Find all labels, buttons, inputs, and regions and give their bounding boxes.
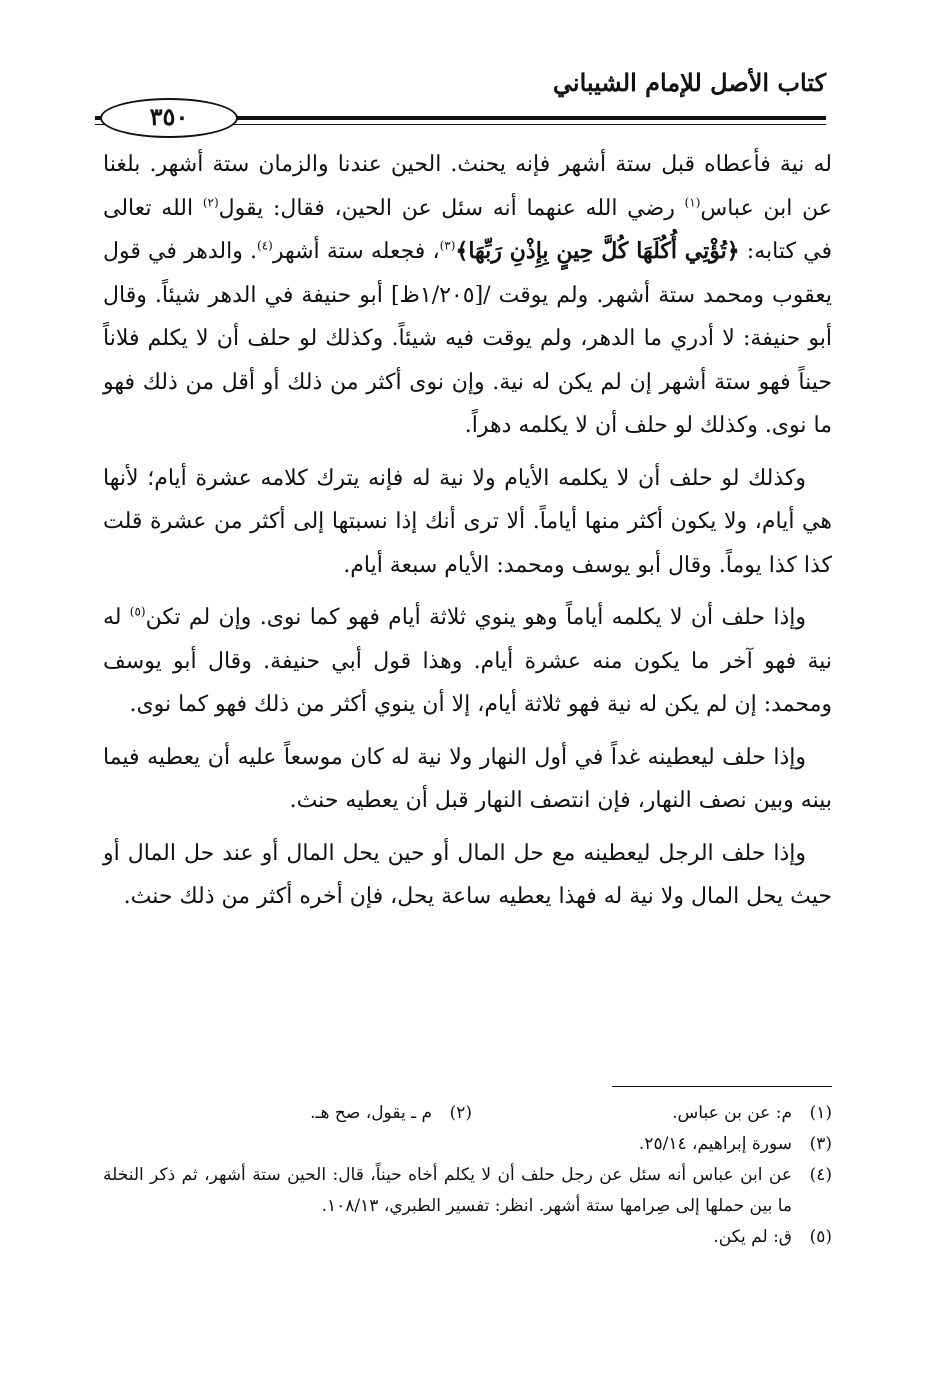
- text-line: له نية فأعطاه قبل ستة أشهر فإنه يحنث. الحين عندنا والزمان ستة أشهر.: [149, 152, 833, 177]
- footnote-2: [112, 1098, 472, 1129]
- footnote-row: [103, 1098, 832, 1129]
- footnote-number: (٥): [809, 1227, 832, 1247]
- page-number: ٣٥٠: [100, 98, 238, 138]
- paragraph-1: [103, 143, 832, 448]
- text-run: /[١/٢٠٥ظ] أبو حنيفة في الدهر شيئاً. وقال أبو حنيفة: لا أدري ما الدهر، ولم يوقت فيه شيئاً. وكذلك لو حلف أن لا يكلم فلاناً حيناً فهو ستة أشهر إن لم يكن له نية. وإن نوى أكثر من ذلك أو أقل من ذلك فهو ما نوى. وكذلك لو حلف أن لا يكلمه دهراً.: [103, 282, 832, 438]
- paragraph-3: [103, 596, 832, 727]
- footnote-text: م: عن بن عباس.: [672, 1103, 792, 1123]
- text-run: له نية فهو آخر ما يكون منه عشرة أيام. وهذا قول أبي حنيفة. وقال أبو يوسف ومحمد: إن لم يكن له نية فهو ثلاثة أيام، إلا أن ينوي أكثر من ذلك فهو كما نوى.: [103, 605, 832, 717]
- footnote-4: [103, 1160, 832, 1222]
- footnote-separator: [612, 1086, 832, 1087]
- text-run: يقول: [218, 195, 264, 221]
- footnote-ref-2: (٢): [202, 195, 219, 210]
- footnote-text: ق: لم يكن.: [713, 1227, 792, 1247]
- footnote-text: م ـ يقول، صح هـ.: [310, 1103, 432, 1123]
- text-run: رضي الله عنهما أنه سئل عن الحين، فقال:: [273, 195, 685, 221]
- quran-verse: ﴿تُؤْتِي أُكُلَهَا كُلَّ حِينٍ بِإِذْنِ رَبِّهَا﴾: [455, 238, 740, 264]
- text-run: وإذا حلف أن لا يكلمه أياماً وهو ينوي ثلاثة أيام فهو كما نوى. وإن لم تكن: [145, 605, 806, 630]
- footnote-5: [103, 1222, 832, 1253]
- footnote-ref-1: (١): [684, 195, 701, 210]
- footnote-text: عن ابن عباس أنه سئل عن رجل حلف أن لا يكلم أخاه حيناً، قال: الحين ستة أشهر، ثم ذكر النخلة ما بين حملها إلى صِرامها ستة أشهر. انظر: تفسير الطبري، ١٠٨/١٣.: [103, 1165, 792, 1216]
- main-text: [103, 143, 832, 919]
- footnote-1: [472, 1098, 832, 1129]
- footnote-number: (٣): [809, 1134, 832, 1154]
- text-run: ، فجعله: [370, 239, 440, 264]
- text-run: ستة أشهر: [272, 239, 364, 264]
- paragraph-2: وكذلك لو حلف أن لا يكلمه الأيام ولا نية له فإنه يترك كلامه عشرة أيام؛ لأنها هي أيام، ولا يكون أكثر منها أياماً. ألا ترى أنك إذا نسبتها إلى أكثر من عشرة قلت كذا كذا يوماً. وقال أبو يوسف ومحمد: الأيام سبعة أيام.: [103, 465, 832, 578]
- running-header-title: كتاب الأصل للإمام الشيباني: [552, 68, 826, 97]
- text-run: بلغنا عن ابن عباس: [103, 152, 833, 221]
- text-run: الله تعالى في كتابه:: [103, 195, 832, 264]
- footnote-number: (٢): [449, 1103, 472, 1123]
- footnote-text: سورة إبراهيم، ٢٥/١٤.: [638, 1134, 792, 1154]
- footnote-3: [103, 1129, 832, 1160]
- footnotes: [103, 1098, 832, 1253]
- footnote-number: (١): [809, 1103, 832, 1123]
- footnote-ref-3: (٣): [439, 238, 456, 253]
- footnote-ref-5: (٥): [129, 604, 146, 619]
- footnote-number: (٤): [809, 1165, 832, 1185]
- paragraph-5: وإذا حلف الرجل ليعطينه مع حل المال أو حين يحل المال أو عند حل المال أو حيث يحل المال ولا نية له فهذا يعطيه ساعة يحل، فإن أخره أكثر من ذلك حنث.: [103, 840, 832, 909]
- footnote-ref-4: (٤): [257, 238, 273, 253]
- text-run: . والدهر في قول يعقوب ومحمد ستة أشهر. ولم يوقت: [103, 239, 832, 308]
- paragraph-4: وإذا حلف ليعطينه غداً في أول النهار ولا نية له كان موسعاً عليه أن يعطيه فيما بينه وبين نصف النهار، فإن انتصف النهار قبل أن يعطيه حنث.: [103, 744, 832, 813]
